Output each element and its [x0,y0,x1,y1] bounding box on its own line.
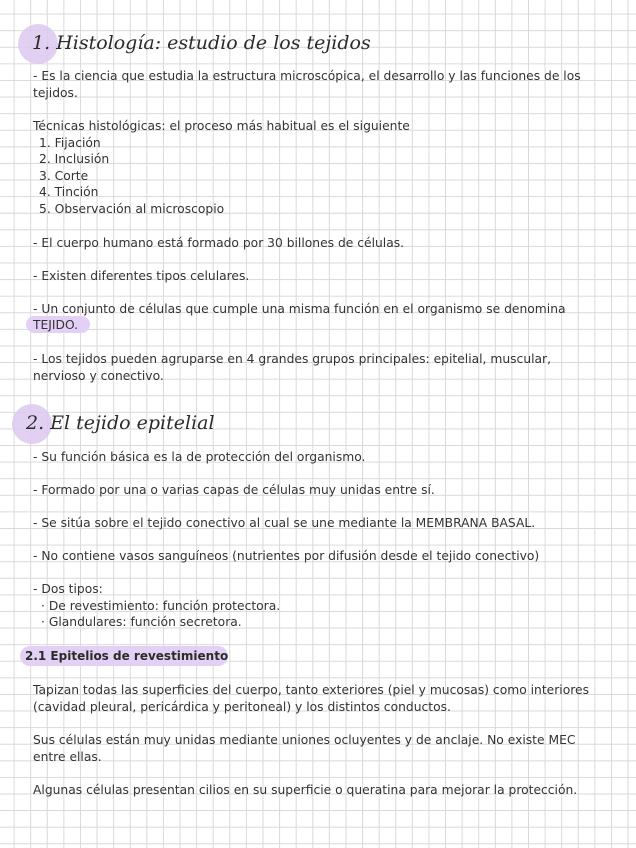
paragraph-dos-tipos: - Dos tipos: [33,582,103,596]
sub-p2-line2: entre ellas. [33,750,102,764]
sub-p3: Algunas células presentan cilios en su superficie o queratina para mejorar la protección. [33,783,578,797]
subsection21-title: 2.1 Epitelios de revestimiento [25,649,229,663]
paragraph-formado: - Formado por una o varias capas de células muy unidas entre sí. [33,483,435,497]
intro-line2: tejidos. [33,86,78,100]
paragraph-tipos: - Existen diferentes tipos celulares. [33,269,250,283]
sub-p1-line1: Tapizan todas las superficies del cuerpo, tanto exteriores (piel y mucosas) como interiores [33,683,589,697]
sub-p1-line2: (cavidad pleural, pericárdica y peritoneal) y los distintos conductos. [33,700,451,714]
step-item: 1. Fijación [39,136,101,150]
paragraph-cuerpo: - El cuerpo humano está formado por 30 billones de células. [33,236,405,250]
step-item: 4. Tinción [39,185,99,199]
paragraph-grupos-line1: - Los tejidos pueden agruparse en 4 grandes grupos principales: epitelial, muscular, [33,352,552,366]
intro-line1: - Es la ciencia que estudia la estructura microscópica, el desarrollo y las funciones de los [33,69,581,83]
tipo-revestimiento: · De revestimiento: función protectora. [41,599,281,613]
sub-p2-line1: Sus células están muy unidas mediante uniones ocluyentes y de anclaje. No existe MEC [33,733,576,747]
tecnicas-header: Técnicas histológicas: el proceso más habitual es el siguiente [33,119,410,133]
paragraph-vasos: - No contiene vasos sanguíneos (nutrientes por difusión desde el tejido conectivo) [33,549,540,563]
section1-title: 1. Histología: estudio de los tejidos [32,32,371,54]
paragraph-situa: - Se sitúa sobre el tejido conectivo al cual se une mediante la MEMBRANA BASAL. [33,516,536,530]
tipo-glandulares: · Glandulares: función secretora. [41,615,242,629]
step-item: 3. Corte [39,169,89,183]
paragraph-conjunto-line1: - Un conjunto de células que cumple una misma función en el organismo se denomina [33,302,566,316]
step-item: 5. Observación al microscopio [39,202,225,216]
paragraph-conjunto-line2: TEJIDO. [33,318,79,332]
paragraph-grupos-line2: nervioso y conectivo. [33,369,164,383]
section2-title: 2. El tejido epitelial [26,412,215,434]
paragraph-funcion: - Su función básica es la de protección del organismo. [33,450,366,464]
step-item: 2. Inclusión [39,152,110,166]
